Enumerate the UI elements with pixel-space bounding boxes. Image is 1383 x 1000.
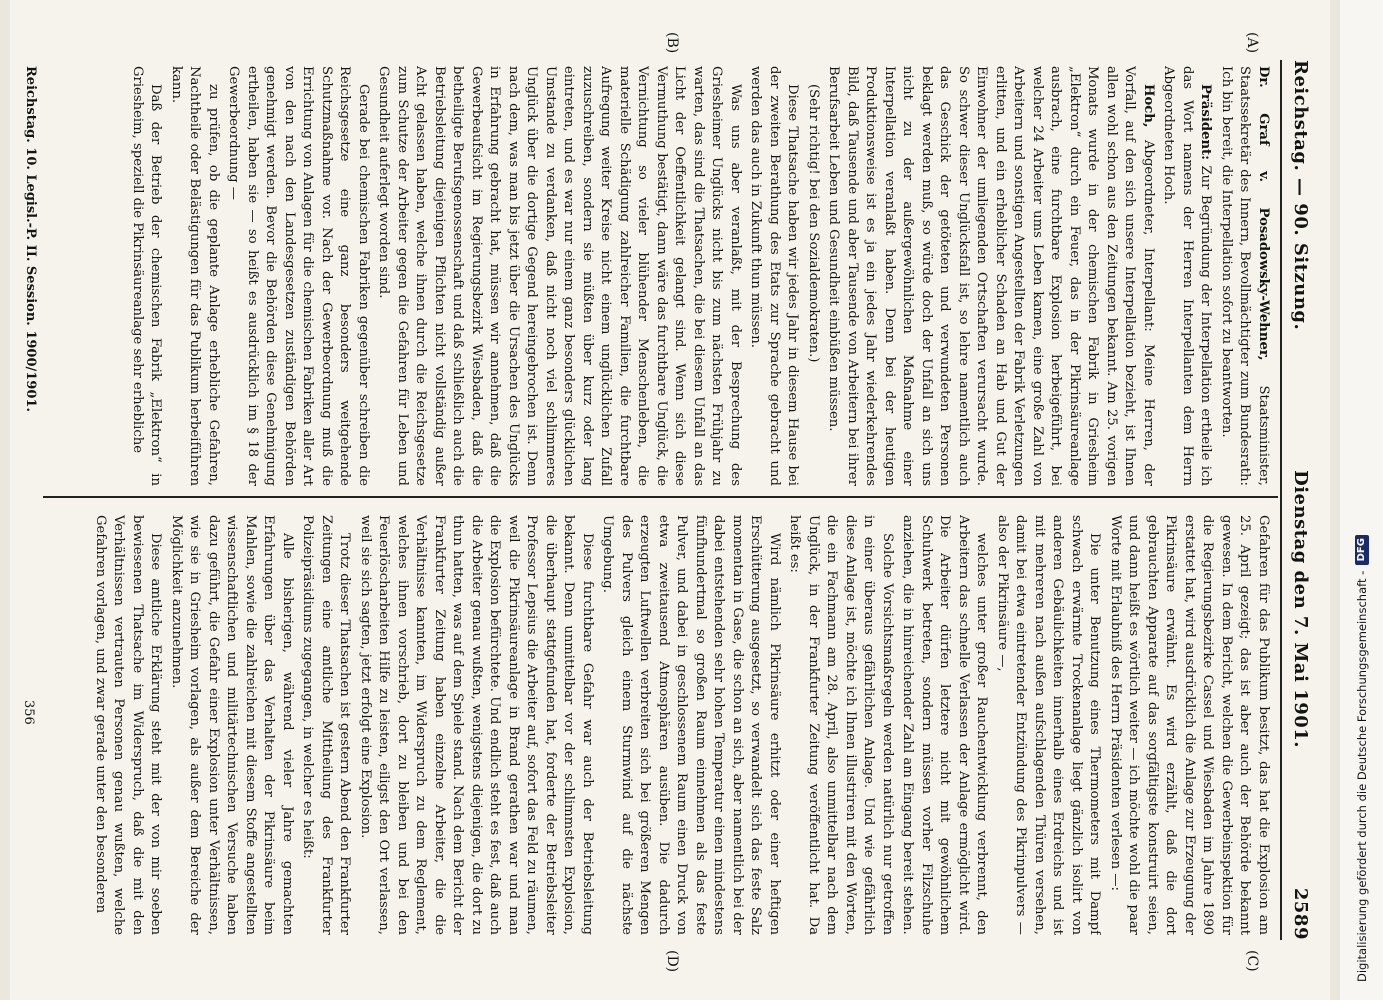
- paragraph-text: Trotz dieser Thatsachen ist gestern Abend den Frankfurter Zeitungen eine amtliche Mittheilung des Frankfurter Polizeipräsidiums zugegangen, in welcher es heißt:: [300, 515, 353, 935]
- header-date: Dienstag den 7. Mai 1901.: [1290, 470, 1312, 749]
- paragraph-text: (Sehr richtig! bei den Sozialdemokraten.): [806, 84, 821, 363]
- paragraph: [374, 66, 744, 486]
- paragraph: [167, 515, 297, 935]
- margin-marker-d: (D): [664, 950, 680, 973]
- header-page-number: 2589: [1290, 887, 1312, 940]
- paragraph-text: Alle bisherigen, während vieler Jahre gemachten Erfahrungen über das Verhalten der Pikrinsäure beim Mahlen, sowie die zahlreichen mit diesem Stoffe angestellten wissenschaftlichen und militärtechnischen Versuche haben dazu geführt, die Gefahr einer Explosion unter Verhältnissen, wie sie in Griesheim vorlagen, als außer dem Bereiche der Möglichkeit anzunehmen.: [169, 515, 295, 935]
- left-text-column: [42, 66, 1272, 486]
- speaker-name: Hoch,: [1141, 84, 1156, 128]
- paragraph-text: Gefahren für das Publikum besitzt, das hat die Explosion am 25. April gezeigt; das ist aber auch der Behörde bekannt gewesen. In dem Bericht, welchen die Gewerbeinspektion für die Regierungsbezirke Cassel und Wiesbaden im Jahre 1890 erstattet hat, wird ausdrücklich die Anlage zur Erzeugung der Pikrinsäure erwähnt. Es wird erzählt, daß die dort gebrauchten Apparate auf das sorgfältigste konstruirt seien, und dann heißt es wörtlich weiter — ich möchte wohl die paar Worte mit Erlaubniß des Herrn Präsidenten verlesen —:: [1108, 515, 1271, 935]
- paragraph-text: Solche Vorsichtsmaßregeln werden natürlich nur getroffen in einer überaus gefährlichen Anlage. Und wie gefährlich diese Anlage ist, möchte ich Ihnen illustriren mit den Worten, die ein Fachmann am 28. April, also unmittelbar nach dem Unglück, in der Frankfurter Zeitung veröffentlicht hat. Da heißt es:: [787, 515, 895, 935]
- paragraph: [1159, 66, 1215, 486]
- paragraph: [224, 66, 372, 486]
- page-header: [1284, 60, 1318, 940]
- paragraph: [298, 515, 354, 935]
- header-rule: [1280, 60, 1282, 940]
- paragraph-text: welches unter großer Rauchentwicklung verbrennt, den Arbeitern das schnelle Verlassen der Anlage ermöglicht wird. Die Arbeiter dürfen letztere nicht mit gewöhnlichem Schuhwerk betreten, sondern müssen vorher Filzschuhe anziehen, die in hinreichender Zahl am Eingang bereit stehen.: [900, 515, 990, 935]
- paragraph-text: Die unter Benutzung eines Thermometers mit Dampf schwach erwärmte Trockenanlage liegt gänzlich isolirt von anderen Gebäulichkeiten innerhalb eines Erdreichs und ist mit mehreren nach außen aufschlagenden Thüren versehen, damit bei etwa eintretender Entzündung des Pikrinpulvers — also der Pikrinsäure —,: [995, 515, 1103, 935]
- margin-marker-b: (B): [664, 32, 680, 54]
- speaker-name: Präsident:: [1198, 84, 1214, 161]
- header-session: Reichstag. — 90. Sitzung.: [1290, 60, 1312, 331]
- paragraph: [128, 66, 165, 486]
- footer-citation: Reichstag. 10. Legisl.-P. II. Session. 1900/1901.: [23, 66, 38, 412]
- paragraph-text: Staatsminister, Staatssekretär des Innern, Bevollmächtigter zum Bundesrath: Ich bin bereit, die Interpellation sofort zu beantworten.: [1219, 66, 1271, 486]
- paragraph: [598, 515, 783, 935]
- margin-marker-c: (C): [1244, 950, 1260, 972]
- paragraph-text: zu prüfen, ob die geplante Anlage erhebliche Gefahren, Nachtheile oder Belästigungen für das Publikum herbeiführen kann.: [169, 66, 221, 486]
- paragraph-text: Abgeordneter, Interpellant: Meine Herren, der Vorfall, auf den sich unsere Interpellation bezieht, ist Ihnen allen wohl schon aus den Zeitungen bekannt. Am 25. vorigen Monats wurde in der chemischen Fabrik in Griesheim „Elektron“ durch ein Feuer, das in der Pikrinsäureanlage ausbrach, eine furchtbare Explosion herbeigeführt, bei welcher 24 Arbeiter ums Leben kamen, eine große Zahl von Arbeitern und sonstigen Angestellten der Fabrik Verletzungen erlitten, und ein erheblicher Schaden an Hab und Gut der Einwohner der umliegenden Ortschaften verursacht wurde. So schwer dieser Unglücksfall ist, so lehre namentlich auch das Geschick der getöteten und verwundeten Personen beklagt werden muß, so würde doch der Unfall an sich uns nicht zu der außergewöhnlichen Maßnahme einer Interpellation veranlaßt haben. Denn bei der heutigen Produktionsweise ist es ja ein jedes Jahr wiederkehrendes Bild, daß Tausende und aber Tausende von Arbeitern bei ihrer Berufsarbeit Leben und Gesundheit einbüßen müssen.: [826, 66, 1156, 486]
- paragraph-text: Zur Begründung der Interpellation ertheile ich das Wort namens der Herren Interpellanten dem Herrn Abgeordneten Hoch.: [1161, 66, 1214, 486]
- paragraph-text: Diese furchtbare Gefahr war auch der Betriebsleitung bekannt. Denn unmittelbar vor der schlimmsten Explosion, die überhaupt stattgefunden hat, forderte der Betriebsleiter Professor Lepsius die Arbeiter auf, sofort das Feld zu räumen, weil die Pikrinsäureanlage in Brand gerathen war und man die Explosion befürchtete. Und endlich steht es fest, daß auch die Arbeiter genau wußten, wenigstens diejenigen, die dort zu thun hatten, was auf dem Spiele stand. Nach dem Bericht der Frankfurter Zeitung haben einzelne Arbeiter, die die Verhältnisse kannten, im Widerspruch zu dem Reglement, welches ihnen vorschrieb, dort zu bleiben und bei den Feuerlöscharbeiten Hilfe zu leisten, eiligst den Ort verlassen, weil sie sich sagten, jetzt erfolgt eine Explosion.: [358, 515, 595, 935]
- paragraph: [824, 66, 1157, 486]
- paragraph-text: Diese amtliche Erklärung steht mit der von mir soeben bewiesenen Thatsache im Widerspruch, daß die mit den Verhältnissen vertrauten Personen genau wußten, welche Gefahren vorlagen, und zwar gerade unter den besonderen: [93, 515, 164, 935]
- paragraph: [898, 515, 991, 935]
- dfg-logo-icon: DFG: [1355, 535, 1369, 565]
- paragraph: [1217, 66, 1273, 486]
- paragraph-text: Wird nämlich Pikrinsäure erhitzt oder einer heftigen Erschütterung ausgesetzt, so verwandelt sich das feste Salz momentan in Gase, die schon an sich, aber namentlich bei der dabei entstehenden sehr hohen Temperatur einen mindestens fünfhundertmal so großen Raum einnehmen als das feste Pulver, und dabei in geschlossenem Raum einen Druck von etwa zweitausend Atmosphären ausüben. Die dadurch erzeugten Luftwellen verbreiten sich bei größeren Mengen des Pulvers gleich einem Sturmwind auf die nächste Umgebung.: [600, 515, 782, 935]
- digitization-credit: [1352, 0, 1372, 1000]
- paragraph-text: Was uns aber veranlaßt, mit der Besprechung des Griesheimer Unglücks nicht bis zum nächsten Frühjahr zu warten, das sind die Thatsachen, die bei diesem Unfall an das Licht der Oeffentlichkeit gelangt sind. Wenn sich diese Vermuthung bestätigt, dann wäre das furchtbare Unglück, die Vernichtung so vieler blühender Menschenleben, die materielle Schädigung zahlreicher Familien, die furchtbare Aufregung weiter Kreise nicht einem unglücklichen Zufall zuzuschreiben, sondern sie müßten über kurz oder lang eintreten, und es war nur einem ganz besonders glücklichen Umstande zu verdanken, daß nicht noch viel schlimmeres Unglück über die dortige Gegend hereingebrochen ist. Denn nach dem, was man bis jetzt über die Ursachen des Unglücks in Erfahrung gebracht hat, müssen wir annehmen, daß die Gewerbeaufsicht im Regierungsbezirk Wiesbaden, daß die betheiligte Berufsgenossenschaft und daß schließlich auch die Betriebsleitung diejenigen Pflichten nicht vollständig außer Acht gelassen haben, welche ihnen durch die Reichsgesetze zum Schutze der Arbeiter gegen die Gefahren für Leben und Gesundheit auferlegt worden sind.: [376, 66, 743, 486]
- paragraph: [91, 515, 165, 935]
- paragraph-text: Diese Thatsache haben wir jedes Jahr in diesem Hause bei der zweiten Berathung des Etats zur Sprache gebracht und werden das auch in Zukunft thun müssen.: [748, 66, 801, 486]
- column-divider: [43, 496, 1278, 498]
- right-text-column: [42, 515, 1272, 935]
- paragraph: [167, 66, 223, 486]
- rotated-document-page: [10, 0, 1330, 1000]
- paragraph: [746, 66, 802, 486]
- page-footer: [23, 66, 38, 486]
- paragraph-text: Daß der Betrieb der chemischen Fabrik „Elektron“ in Griesheim, speziell die Pikrinsäureanlage sehr erhebliche: [130, 66, 164, 486]
- paragraph: [785, 515, 896, 935]
- paragraph: [804, 66, 823, 486]
- margin-marker-a: (A): [1244, 32, 1260, 54]
- paragraph: [1106, 515, 1273, 935]
- speaker-name: Dr. Graf v. Posadowsky-Wehner,: [1256, 66, 1271, 361]
- paragraph: [356, 515, 597, 935]
- footer-page-number: 356: [21, 700, 36, 725]
- credit-text: Digitalisierung gefördert durch die Deutsche Forschungsgemeinschaft -: [1355, 570, 1369, 982]
- paragraph-text: Gerade bei chemischen Fabriken gegenüber schreiben die Reichsgesetze eine ganz besonders weitgehende Schutzmaßnahme vor. Nach der Gewerbeordnung muß die Errichtung von Anlagen für die chemischen Fabriken aller Art von den nach den Landesgesetzen zuständigen Behörden genehmigt werden. Bevor die Behörden diese Genehmigung ertheilen, haben sie — so heißt es ausdrücklich im § 18 der Gewerbeordnung —: [226, 66, 371, 486]
- paragraph: [993, 515, 1104, 935]
